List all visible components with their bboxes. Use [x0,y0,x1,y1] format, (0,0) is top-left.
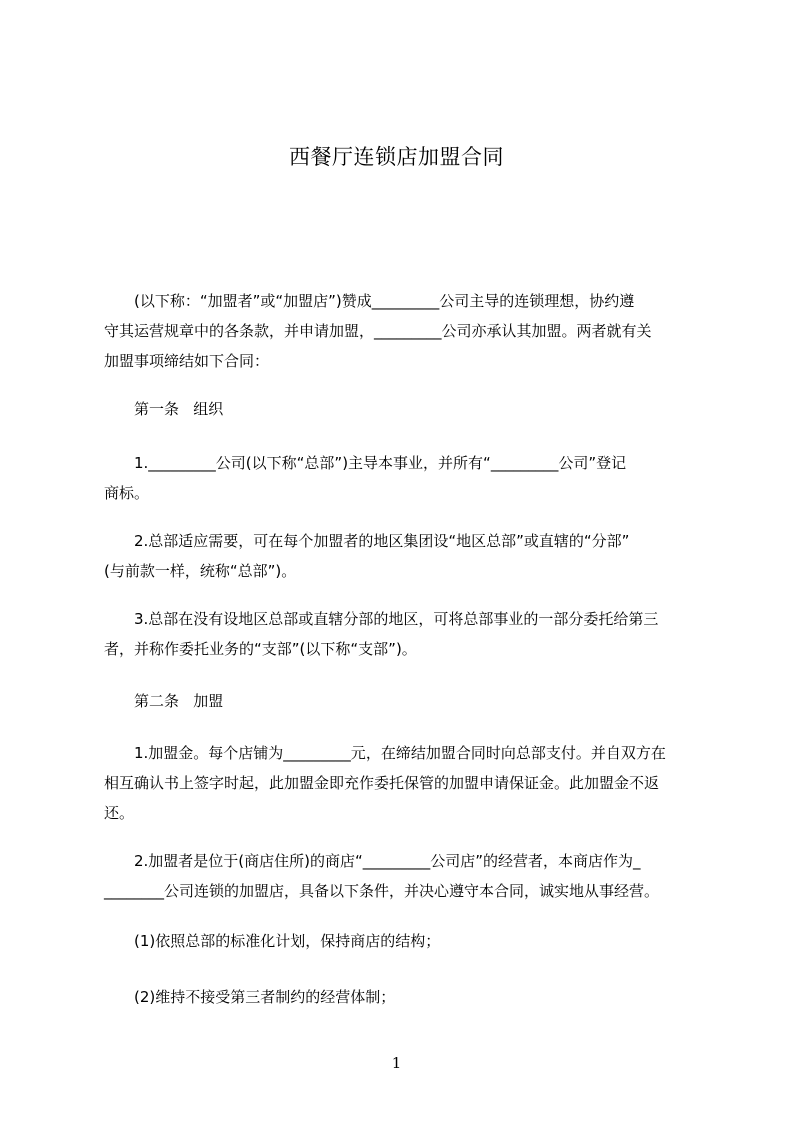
article-2-clause-2 [104,846,704,906]
text-line: 1._________公司(以下称“总部”)主导本事业，并所有“_________公司”登记 [134,454,627,472]
condition-item-1 [104,926,704,956]
text-line: 2.加盟者是位于(商店住所)的商店“_________公司店”的经营者，本商店作为_ [134,852,641,870]
article-1-clause-3 [104,604,704,664]
text-line: 守其运营规章中的各条款，并申请加盟，_________公司亦承认其加盟。两者就有关 [104,322,652,340]
text-line: 3.总部在没有设地区总部或直辖分部的地区，可将总部事业的一部分委托给第三 [134,610,659,628]
condition-item-2 [104,982,704,1012]
intro-paragraph [104,286,704,376]
text-line: (1)依照总部的标准化计划，保持商店的结构； [134,932,441,950]
text-line: 商标。 [104,484,150,502]
text-line: 加盟事项缔结如下合同： [104,352,270,370]
text-line: 还。 [104,804,135,822]
text-line: ________公司连锁的加盟店，具备以下条件，并决心遵守本合同，诚实地从事经营。 [104,882,660,900]
article-2-heading: 第二条 加盟 [134,692,224,710]
text-line: 2.总部适应需要，可在每个加盟者的地区集团设“地区总部”或直辖的“分部” [134,532,630,550]
article-1-clause-1 [104,448,704,508]
page-number: 1 [391,1054,402,1072]
article-1-heading: 第一条 组织 [134,400,224,418]
text-line: 1.加盟金。每个店铺为_________元，在缔结加盟合同时向总部支付。并自双方在 [134,744,666,762]
text-line: (与前款一样，统称“总部”)。 [104,562,297,580]
text-line: 相互确认书上签字时起，此加盟金即充作委托保管的加盟申请保证金。此加盟金不返 [104,774,660,792]
text-line: (2)维持不接受第三者制约的经营体制； [134,988,396,1006]
text-line: (以下称：“加盟者”或“加盟店”)赞成_________公司主导的连锁理想，协约遵 [134,292,635,310]
article-2-clause-1 [104,738,704,828]
article-1-clause-2 [104,526,704,586]
document-title: 西餐厅连锁店加盟合同 [289,145,504,169]
text-line: 者，并称作委托业务的“支部”(以下称“支部”)。 [104,640,417,658]
